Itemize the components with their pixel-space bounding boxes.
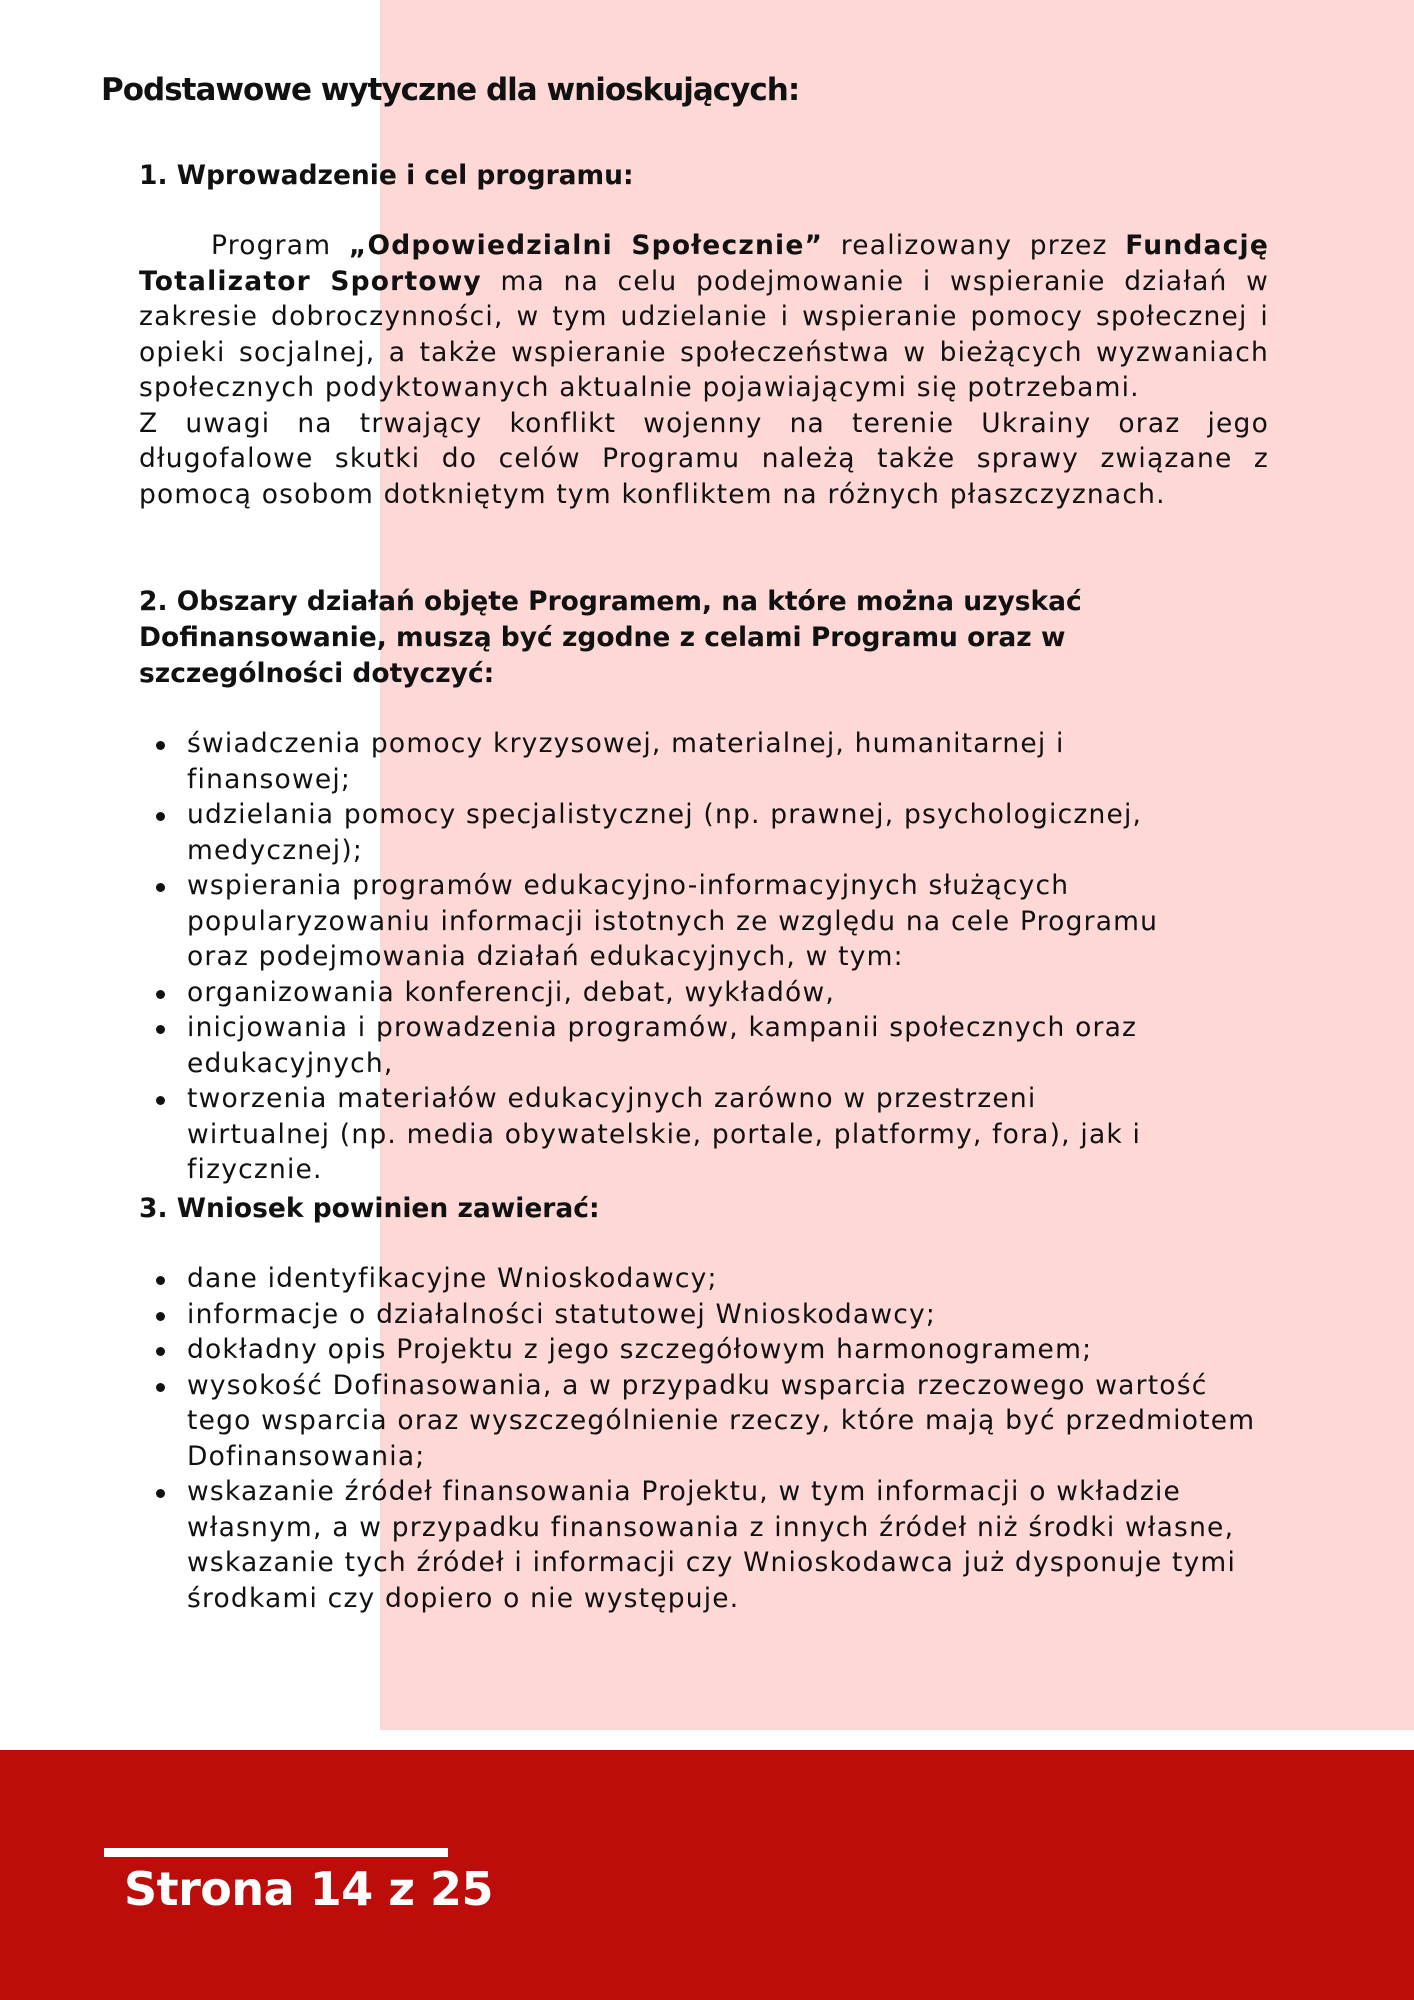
list-item: inicjowania i prowadzenia programów, kampanii społecznych oraz edukacyjnych, xyxy=(187,1010,1179,1081)
p1-text-1: Program xyxy=(211,230,349,261)
list-item: świadczenia pomocy kryzysowej, materialnej, humanitarnej i finansowej; xyxy=(187,726,1179,797)
list-item: wysokość Dofinasowania, a w przypadku wsparcia rzeczowego wartość tego wsparcia oraz wyszczególnienie rzeczy, które mają być przedmiotem Dofinansowania; xyxy=(187,1368,1269,1475)
p1-text-2: realizowany przez xyxy=(823,230,1126,261)
page-title: Podstawowe wytyczne dla wnioskujących: xyxy=(101,72,800,108)
section-introduction xyxy=(139,158,1269,512)
section-areas xyxy=(139,584,1179,1188)
list-item: dane identyfikacyjne Wnioskodawcy; xyxy=(187,1261,1269,1297)
foundation-name: Fundację Totalizator Sportowy xyxy=(139,230,1269,297)
section-1-paragraph-1 xyxy=(139,228,1269,406)
list-item: udzielania pomocy specjalistycznej (np. prawnej, psychologicznej, medycznej); xyxy=(187,797,1179,868)
page-footer xyxy=(0,1750,1414,2000)
page-number: Strona 14 z 25 xyxy=(124,1862,494,1916)
list-item: dokładny opis Projektu z jego szczegółowym harmonogramem; xyxy=(187,1332,1269,1368)
section-3-heading: 3. Wniosek powinien zawierać: xyxy=(139,1193,600,1224)
list-item: wskazanie źródeł finansowania Projektu, w tym informacji o wkładzie własnym, a w przypadku finansowania z innych źródeł niż środki własne, wskazanie tych źródeł i informacji czy Wnioskodawca już dysponuje tymi środkami czy dopiero o nie występuje. xyxy=(187,1474,1269,1616)
program-name: „Odpowiedzialni Społecznie” xyxy=(348,230,824,261)
section-1-heading: 1. Wprowadzenie i cel programu: xyxy=(139,160,634,191)
section-application xyxy=(139,1191,1269,1616)
section-2-heading: 2. Obszary działań objęte Programem, na które można uzyskać Dofinansowanie, muszą być zgodne z celami Programu oraz w szczególności dotyczyć: xyxy=(139,586,1082,689)
list-item: organizowania konferencji, debat, wykładów, xyxy=(187,975,1179,1011)
list-item: tworzenia materiałów edukacyjnych zarówno w przestrzeni wirtualnej (np. media obywatelskie, portale, platformy, fora), jak i fizycznie. xyxy=(187,1081,1179,1188)
section-3-list xyxy=(139,1261,1269,1616)
section-1-paragraph-2: Z uwagi na trwający konflikt wojenny na terenie Ukrainy oraz jego długofalowe skutki do celów Programu należą także sprawy związane z pomocą osobom dotkniętym tym konfliktem na różnych płaszczyznach. xyxy=(139,407,1269,510)
list-item: wspierania programów edukacyjno-informacyjnych służących popularyzowaniu informacji istotnych ze względu na cele Programu oraz podejmowania działań edukacyjnych, w tym: xyxy=(187,868,1179,975)
list-item: informacje o działalności statutowej Wnioskodawcy; xyxy=(187,1297,1269,1333)
footer-divider xyxy=(104,1848,448,1857)
section-2-list xyxy=(139,726,1179,1188)
p1-text-3: ma na celu podejmowanie i wspieranie działań w zakresie dobroczynności, w tym udzielanie i wspieranie pomocy społecznej i opieki socjalnej, a także wspieranie społeczeństwa w bieżących wyzwaniach społecznych podyktowanych aktualnie pojawiającymi się potrzebami. xyxy=(139,265,1269,403)
